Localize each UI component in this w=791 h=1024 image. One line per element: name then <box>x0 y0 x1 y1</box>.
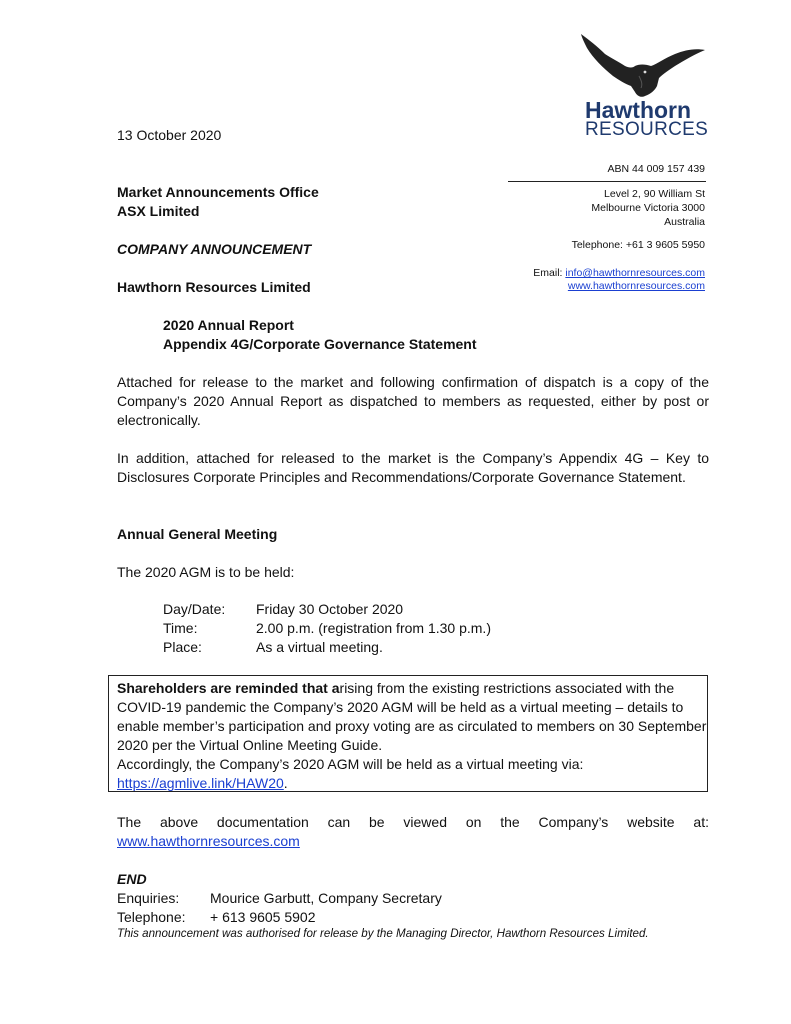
paragraph-annual-report: Attached for release to the market and following confirmation of dispatch is a copy of the Company’s 2020 Annual Report as dispatched to members as requested, either by post or electronically. <box>117 374 709 428</box>
address-line3: Australia <box>664 216 705 228</box>
company-logo <box>575 28 707 140</box>
address-line1: Level 2, 90 William St <box>604 188 705 200</box>
website-link-body[interactable]: www.hawthornresources.com <box>117 833 300 849</box>
paragraph-appendix-4g: In addition, attached for released to the market is the Company’s Appendix 4G – Key to Disclosures Corporate Principles and Recommendations/Corporate Governance Statement. <box>117 450 709 485</box>
notice-link-suffix: . <box>283 775 288 791</box>
telephone-label: Telephone: <box>117 909 186 925</box>
addressee-line1: Market Announcements Office <box>117 184 319 200</box>
end-label: END <box>117 871 147 887</box>
announcement-date: 13 October 2020 <box>117 127 222 143</box>
email-details <box>533 267 705 280</box>
agm-date-value: Friday 30 October 2020 <box>256 601 404 617</box>
website-sentence: The above documentation can be viewed on the Company’s website at: <box>117 814 709 830</box>
agm-intro: The 2020 AGM is to be held: <box>117 564 295 580</box>
notice-bold-text: Shareholders are reminded that a <box>117 680 340 696</box>
notice-body-text: rising from the existing restrictions associated with the COVID-19 pandemic the Company’s 2020 AGM will be held as a virtual meeting – details to enable member’s participation and proxy voting are as circulated to members on 30 September 2020 per the Virtual Online Meeting Guide. <box>117 680 707 753</box>
telephone-details: Telephone: +61 3 9605 5950 <box>571 239 705 251</box>
agm-place-label: Place: <box>163 639 202 655</box>
abn: ABN 44 009 157 439 <box>607 163 705 175</box>
agm-heading: Annual General Meeting <box>117 526 278 542</box>
subject-line2: Appendix 4G/Corporate Governance Statement <box>163 336 477 352</box>
enquiries-label: Enquiries: <box>117 890 180 906</box>
logo-name-line2: RESOURCES <box>585 119 709 140</box>
company-name: Hawthorn Resources Limited <box>117 279 311 295</box>
subject-line1: 2020 Annual Report <box>163 317 294 333</box>
address-line2: Melbourne Victoria 3000 <box>591 202 705 214</box>
agm-place-value: As a virtual meeting. <box>256 639 383 655</box>
notice-link-line <box>117 774 707 793</box>
agm-date-label: Day/Date: <box>163 601 226 617</box>
details-divider <box>508 181 706 182</box>
authorisation-statement: This announcement was authorised for release by the Managing Director, Hawthorn Resources Limited. <box>117 927 649 940</box>
shareholder-notice-box <box>108 675 708 792</box>
website-link-header[interactable]: www.hawthornresources.com <box>567 280 705 292</box>
website-details <box>568 280 705 293</box>
notice-line2: Accordingly, the Company’s 2020 AGM will be held as a virtual meeting via: <box>117 756 584 772</box>
addressee-line2: ASX Limited <box>117 203 200 219</box>
agm-live-link[interactable]: https://agmlive.link/HAW20 <box>117 775 284 791</box>
agm-time-label: Time: <box>163 620 198 636</box>
telephone-value: + 613 9605 5902 <box>210 909 316 925</box>
eagle-icon <box>575 28 707 100</box>
agm-time-value: 2.00 p.m. (registration from 1.30 p.m.) <box>256 620 491 636</box>
email-label: Email: <box>533 267 566 279</box>
logo-name-line1: Hawthorn <box>585 97 692 123</box>
announcement-heading: COMPANY ANNOUNCEMENT <box>117 241 312 257</box>
enquiries-value: Mourice Garbutt, Company Secretary <box>210 890 442 906</box>
email-link[interactable]: info@hawthornresources.com <box>565 267 705 279</box>
notice-paragraph <box>117 679 707 755</box>
